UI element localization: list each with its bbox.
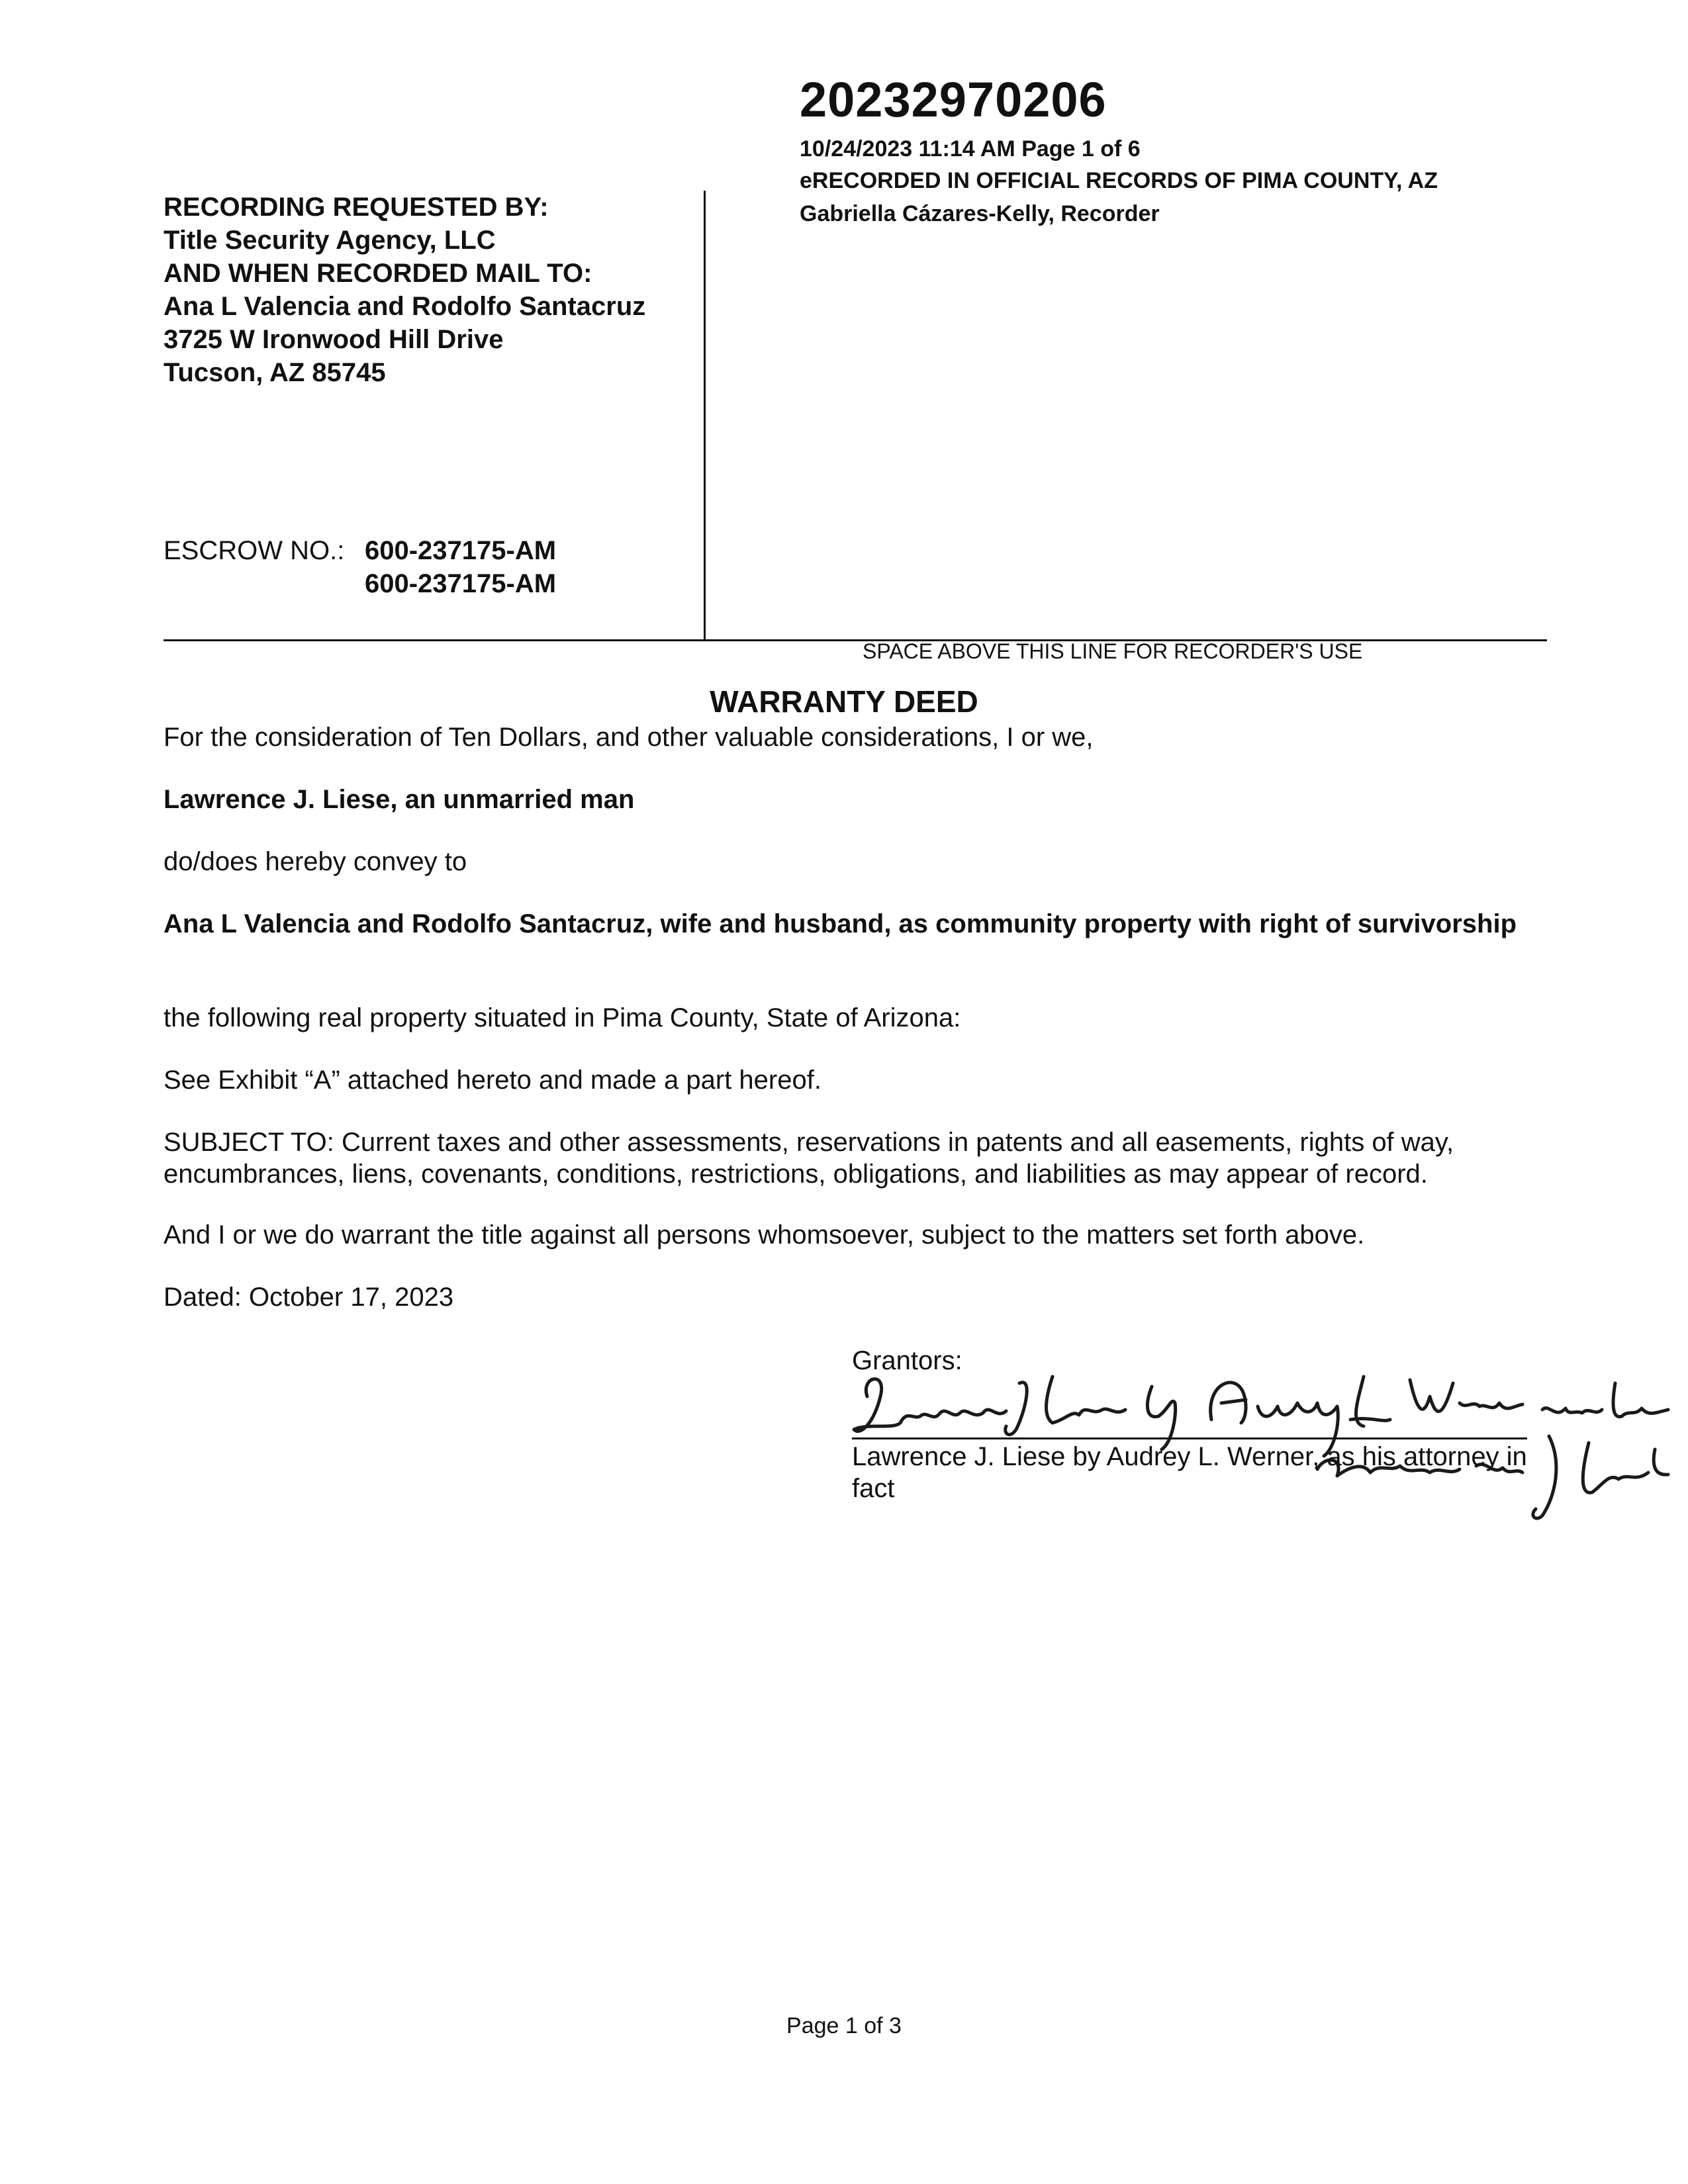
mail-to-street: 3725 W Ironwood Hill Drive [164, 325, 504, 354]
dated-text: Dated: October 17, 2023 [164, 1283, 454, 1312]
escrow-number-2: 600-237175-AM [365, 569, 557, 598]
requested-by-label: RECORDING REQUESTED BY: [164, 193, 549, 222]
convey-text: do/does hereby convey to [164, 847, 467, 876]
deed-title: WARRANTY DEED [710, 684, 978, 719]
recorder-name: Gabriella Cázares-Kelly, Recorder [800, 201, 1160, 226]
exhibit-text: See Exhibit “A” attached hereto and made a part hereof. [164, 1066, 821, 1095]
escrow-number-1: 600-237175-AM [365, 536, 557, 565]
subject-to-text: SUBJECT TO: Current taxes and other assessments, reservations in patents and all easements, rights of way, encumbrances, liens, covenants, conditions, restrictions, obligations, and liabilities as may appear of record. [164, 1128, 1454, 1189]
mail-to-city: Tucson, AZ 85745 [164, 358, 386, 387]
grantors-label: Grantors: [852, 1346, 962, 1375]
recording-request-block [164, 191, 645, 389]
erecorded-line: eRECORDED IN OFFICIAL RECORDS OF PIMA COUNTY, AZ [800, 168, 1438, 193]
property-text: the following real property situated in Pima County, State of Arizona: [164, 1003, 961, 1032]
space-above-note: SPACE ABOVE THIS LINE FOR RECORDER'S USE [863, 639, 1363, 663]
escrow-label: ESCROW NO.: [164, 536, 345, 565]
signer-printed-name: Lawrence J. Liese by Audrey L. Werner, as his attorney in fact [852, 1442, 1527, 1503]
requested-by: Title Security Agency, LLC [164, 226, 496, 255]
recording-datetime-page: 10/24/2023 11:14 AM Page 1 of 6 [800, 136, 1141, 161]
consideration-text: For the consideration of Ten Dollars, and other valuable considerations, I or we, [164, 723, 1094, 752]
grantee-name: Ana L Valencia and Rodolfo Santacruz, wife and husband, as community property with right of survivorship [164, 909, 1517, 938]
mail-to-label: AND WHEN RECORDED MAIL TO: [164, 259, 592, 288]
recording-number: 20232970206 [800, 72, 1107, 127]
vertical-divider [704, 191, 706, 641]
grantor-name: Lawrence J. Liese, an unmarried man [164, 785, 635, 814]
mail-to-name: Ana L Valencia and Rodolfo Santacruz [164, 292, 646, 321]
page-number: Page 1 of 3 [786, 2013, 902, 2038]
signature-line [852, 1437, 1527, 1439]
warrant-text: And I or we do warrant the title against all persons whomsoever, subject to the matters set forth above. [164, 1220, 1365, 1250]
